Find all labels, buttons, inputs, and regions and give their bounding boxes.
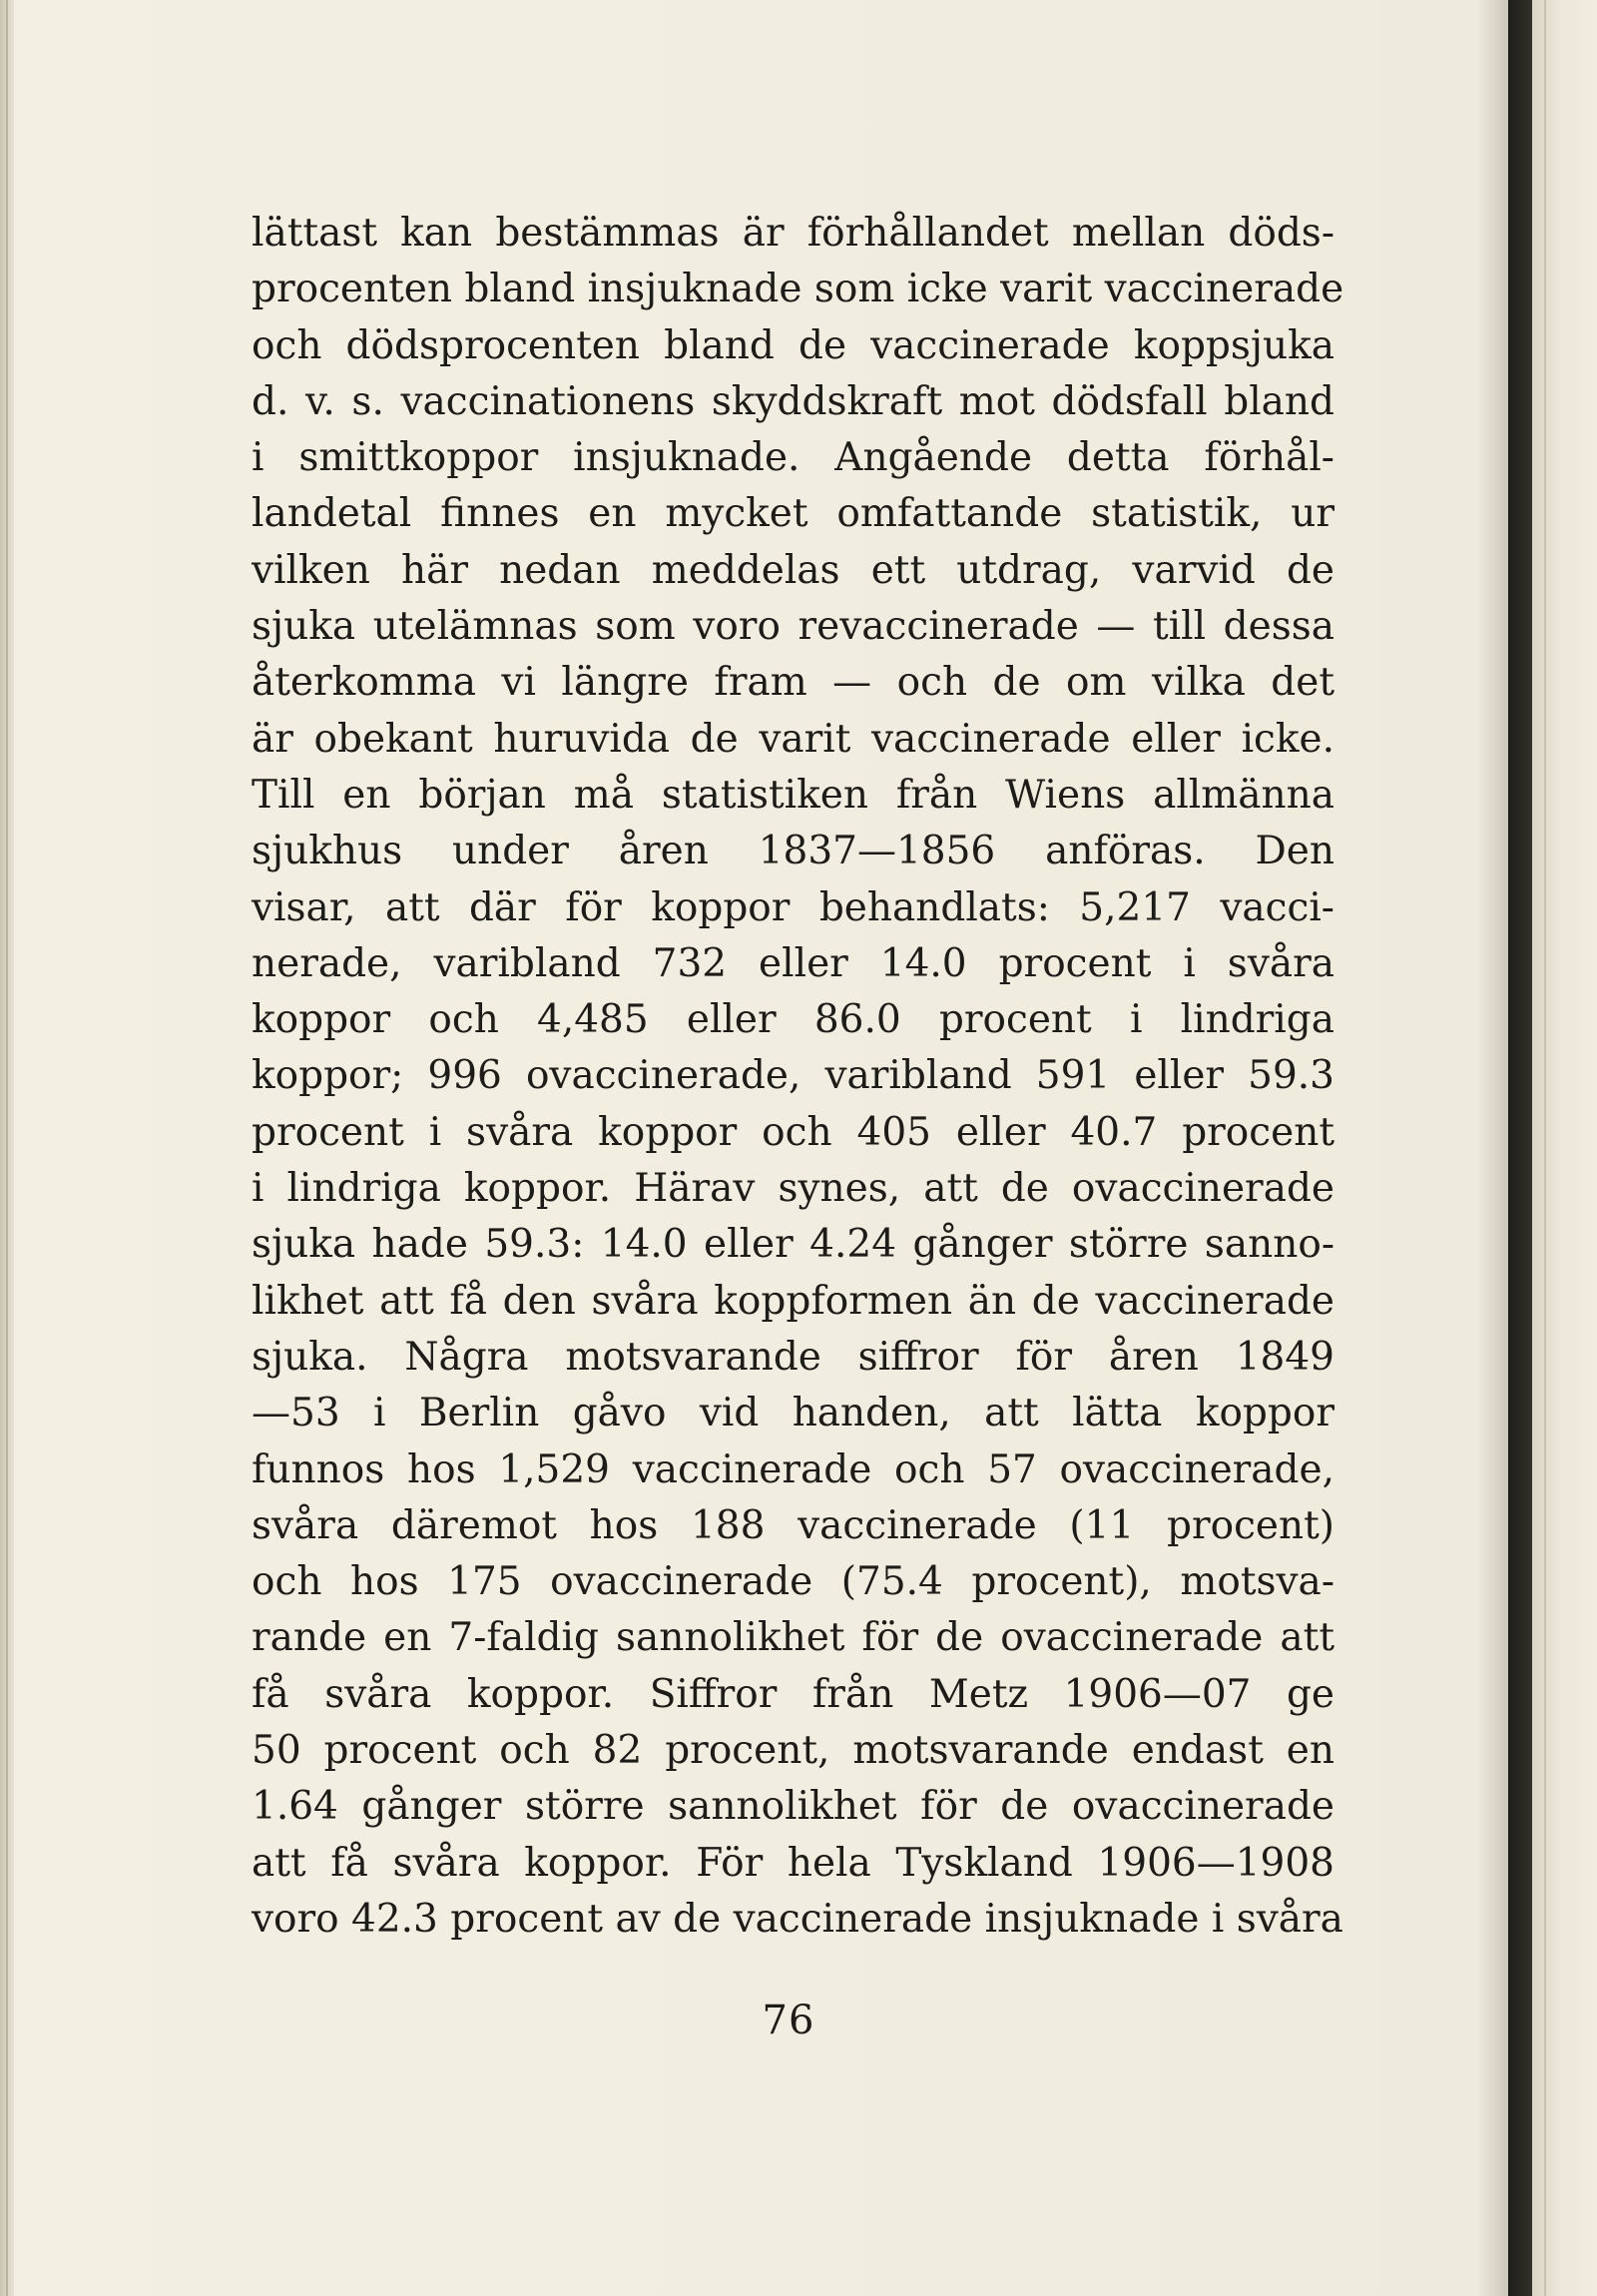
text-line: likhet att få den svåra koppformen än de vaccinerade (252, 1278, 1334, 1324)
text-line: svåra däremot hos 188 vaccinerade (11 procent) (252, 1502, 1334, 1548)
text-line: i lindriga koppor. Härav synes, att de ovaccinerade (252, 1166, 1334, 1212)
text-line: återkomma vi längre fram — och de om vilka det (252, 660, 1334, 706)
text-line: koppor; 996 ovaccinerade, varibland 591 eller 59.3 (252, 1053, 1334, 1099)
text-line: —53 i Berlin gåvo vid handen, att lätta koppor (252, 1391, 1334, 1436)
body-text (252, 206, 1344, 1948)
text-line: och dödsprocenten bland de vaccinerade koppsjuka (252, 322, 1334, 368)
text-line: sjuka hade 59.3: 14.0 eller 4.24 gånger större sanno- (252, 1222, 1334, 1268)
text-line: nerade, varibland 732 eller 14.0 procent i svåra (252, 940, 1334, 986)
underlying-pages (1532, 0, 1597, 2296)
text-line: rande en 7-faldig sannolikhet för de ovaccinerade att (252, 1615, 1334, 1661)
text-line: lättast kan bestämmas är förhållandet mellan döds- (252, 211, 1334, 256)
text-line: d. v. s. vaccinationens skyddskraft mot dödsfall bland (252, 378, 1334, 424)
text-line: i smittkoppor insjuknade. Angående detta förhål- (252, 435, 1334, 481)
text-line: sjuka. Några motsvarande siffror för åren 1849 (252, 1334, 1334, 1380)
text-line: Till en början må statistiken från Wiens allmänna (252, 772, 1334, 818)
text-line: är obekant huruvida de varit vaccinerade eller icke. (252, 716, 1334, 762)
text-line: procent i svåra koppor och 405 eller 40.7 procent (252, 1109, 1334, 1155)
text-line: sjuka utelämnas som voro revaccinerade — till dessa (252, 604, 1334, 650)
page-number (0, 1993, 1597, 2048)
text-line: att få svåra koppor. För hela Tyskland 1906—1908 (252, 1840, 1334, 1886)
text-line: få svåra koppor. Siffror från Metz 1906—07 ge (252, 1671, 1334, 1717)
text-line: och hos 175 ovaccinerade (75.4 procent), motsva- (252, 1559, 1334, 1605)
text-line: visar, att där för koppor behandlats: 5,217 vacci- (252, 884, 1334, 930)
page-edge-shadow (1477, 0, 1508, 2296)
text-line: landetal finnes en mycket omfattande statistik, ur (252, 491, 1334, 537)
text-line: 1.64 gånger större sannolikhet för de ovaccinerade (252, 1784, 1334, 1830)
text-line: procenten bland insjuknade som icke varit vaccinerade (252, 267, 1344, 312)
backing-strip (1508, 0, 1532, 2296)
page-number-text: 76 (762, 1998, 815, 2043)
text-line: vilken här nedan meddelas ett utdrag, varvid de (252, 547, 1334, 593)
text-line: 50 procent och 82 procent, motsvarande endast en (252, 1728, 1334, 1774)
text-line: koppor och 4,485 eller 86.0 procent i lindriga (252, 997, 1334, 1043)
text-line: funnos hos 1,529 vaccinerade och 57 ovaccinerade, (252, 1446, 1334, 1492)
binding-edge (0, 0, 14, 2296)
text-line: sjukhus under åren 1837—1856 anföras. Den (252, 829, 1334, 874)
text-line: voro 42.3 procent av de vaccinerade insjuknade i svåra (252, 1896, 1343, 1942)
